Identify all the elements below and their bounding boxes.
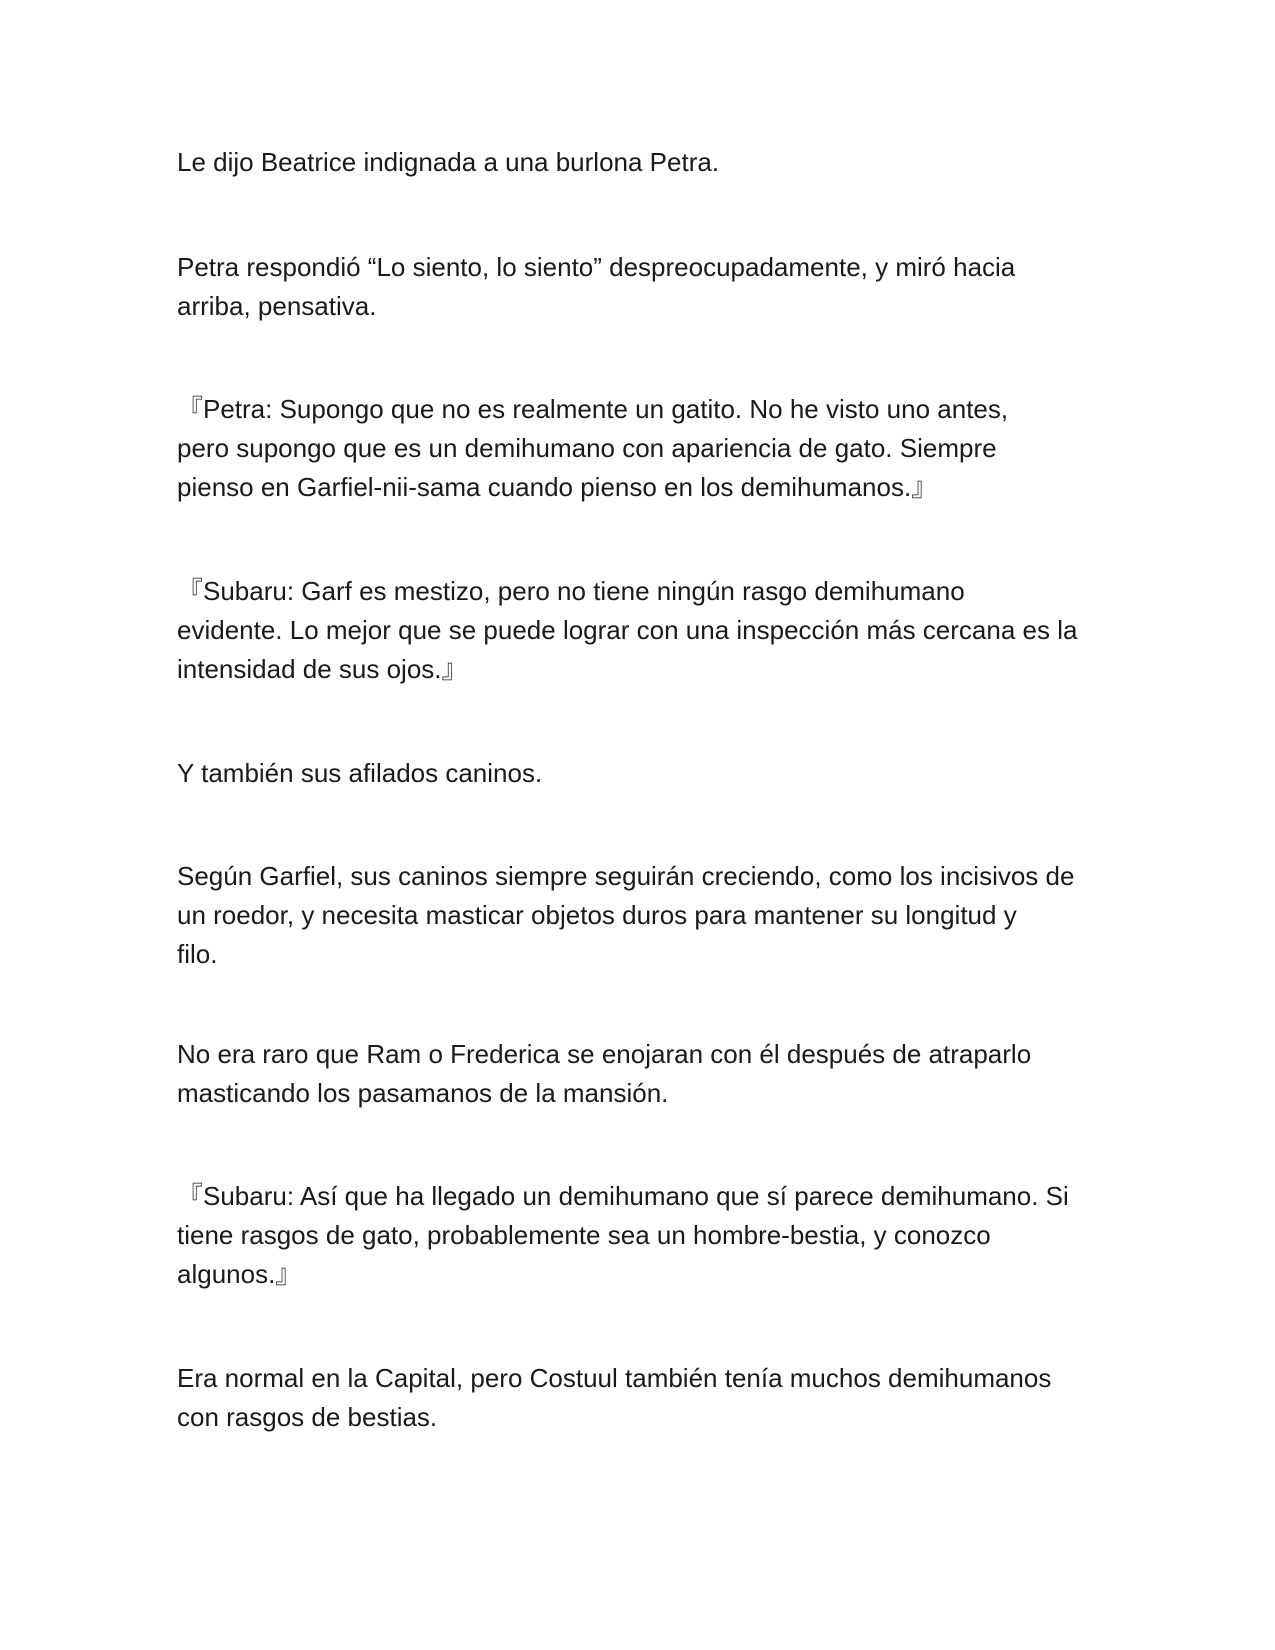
dialogue-subaru-1: 『Subaru: Garf es mestizo, pero no tiene ningún rasgo demihumano evidente. Lo mejor que se puede lograr con una inspección más cercana es la intensidad de sus ojos.』 [177,576,1078,684]
dialogue-subaru-2: 『Subaru: Así que ha llegado un demihumano que sí parece demihumano. Si tiene rasgos de gato, probablemente sea un hombre-bestia, y conozco algunos.』 [177,1181,1069,1289]
paragraph-7: No era raro que Ram o Frederica se enojaran con él después de atraparlo masticando los pasamanos de la mansión. [177,1039,1032,1108]
paragraph-5: Y también sus afilados caninos. [177,758,543,788]
paragraph-1: Le dijo Beatrice indignada a una burlona Petra. [177,147,720,177]
paragraph-2: Petra respondió “Lo siento, lo siento” despreocupadamente, y miró hacia arriba, pensativa. [177,252,1016,321]
paragraph-6: Según Garfiel, sus caninos siempre seguirán creciendo, como los incisivos de un roedor, y necesita masticar objetos duros para mantener su longitud y filo. [177,861,1075,969]
paragraph-9: Era normal en la Capital, pero Costuul también tenía muchos demihumanos con rasgos de bestias. [177,1363,1052,1432]
dialogue-petra: 『Petra: Supongo que no es realmente un gatito. No he visto uno antes, pero supongo que es un demihumano con apariencia de gato. Siempre pienso en Garfiel-nii-sama cuando pienso en los demihumanos.』 [177,394,1009,502]
